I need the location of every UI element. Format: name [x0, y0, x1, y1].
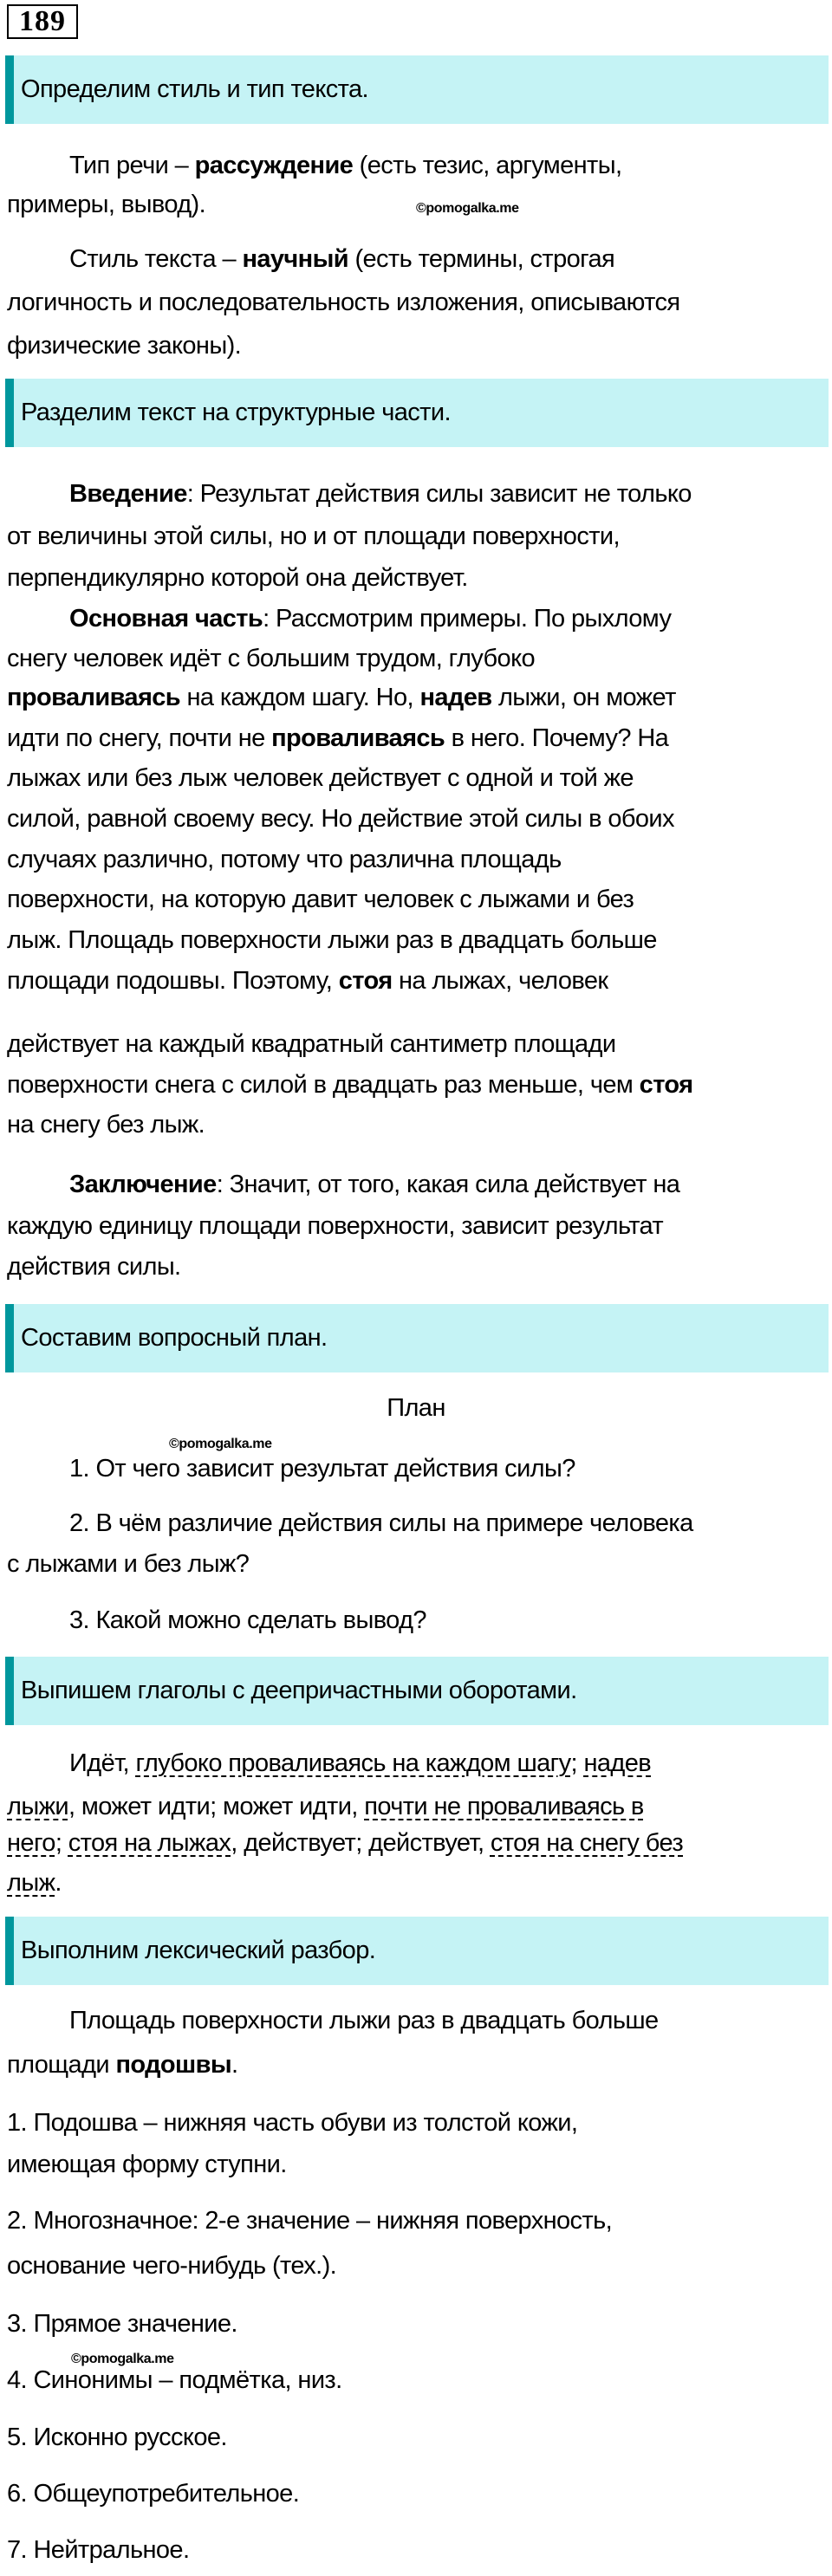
- intro-line: [69, 474, 692, 514]
- text: ;: [55, 1829, 68, 1857]
- bold-word: надев: [419, 684, 492, 711]
- analyzed-sentence: Площадь поверхности лыжи раз в двадцать больше: [69, 2007, 659, 2034]
- text-line: перпендикулярно которой она действует.: [7, 564, 468, 592]
- verbs-line: [69, 1743, 651, 1783]
- section-heading-text: Выполним лексический разбор.: [21, 1937, 376, 1964]
- bold-word: стоя: [639, 1071, 693, 1099]
- text-style-line: [69, 239, 614, 279]
- text: , действует; действует,: [231, 1829, 491, 1857]
- text-line: действия силы.: [7, 1253, 181, 1281]
- section-heading-text: Разделим текст на структурные части.: [21, 399, 451, 426]
- speech-type-value: рассуждение: [194, 152, 354, 179]
- text: .: [231, 2051, 238, 2079]
- text: .: [55, 1869, 62, 1897]
- text: ;: [570, 1749, 584, 1777]
- lexical-item-continuation: основание чего-нибудь (тех.).: [7, 2252, 337, 2280]
- text-line: лыж. Площадь поверхности лыжи раз в двадцать больше: [7, 926, 657, 954]
- text: на лыжах, человек: [392, 967, 608, 995]
- text: поверхности снега с силой в двадцать раз меньше, чем: [7, 1071, 640, 1099]
- text-line: снегу человек идёт с большим трудом, глубоко: [7, 645, 536, 672]
- text: Стиль текста –: [69, 245, 243, 273]
- text-line: действует на каждый квадратный сантиметр площади: [7, 1030, 616, 1058]
- section-heading-text: Определим стиль и тип текста.: [21, 75, 368, 103]
- text: идти по снегу, почти не: [7, 724, 272, 752]
- participial-phrase: лыжи: [7, 1793, 68, 1820]
- lexical-item: 3. Прямое значение.: [7, 2310, 237, 2338]
- lexical-item: 5. Исконно русское.: [7, 2424, 227, 2451]
- lexical-item: 7. Нейтральное.: [7, 2536, 190, 2564]
- text: Тип речи –: [69, 152, 195, 179]
- verbs-line: [7, 1823, 683, 1863]
- section-heading-plan: [5, 1304, 829, 1372]
- bold-word: проваливаясь: [271, 724, 445, 752]
- text-line: силой, равной своему весу. Но действие этой силы в обоих: [7, 805, 674, 833]
- text-line: случаях различно, потому что различна площадь: [7, 846, 562, 873]
- section-heading-style-type: [5, 55, 829, 124]
- text-line: [7, 961, 608, 1001]
- text: : Значит, от того, какая сила действует на: [216, 1171, 680, 1198]
- lexical-item: 2. Многозначное: 2-е значение – нижняя поверхность,: [7, 2207, 613, 2235]
- section-heading-text: Составим вопросный план.: [21, 1324, 328, 1352]
- text-line: лыжах или без лыж человек действует с одной и той же: [7, 764, 634, 792]
- lexical-item: 1. Подошва – нижняя часть обуви из толстой кожи,: [7, 2109, 578, 2137]
- text: Идёт,: [69, 1749, 136, 1777]
- participial-phrase: стоя на лыжах: [68, 1829, 231, 1857]
- text-line: [7, 1065, 692, 1105]
- lexical-item: 4. Синонимы – подмётка, низ.: [7, 2366, 342, 2394]
- bold-word: проваливаясь: [7, 684, 181, 711]
- text-line: от величины этой силы, но и от площади поверхности,: [7, 522, 620, 550]
- heading-accent-bar: [5, 1304, 14, 1372]
- plan-item: 3. Какой можно сделать вывод?: [69, 1606, 426, 1634]
- conclusion-line: [69, 1165, 679, 1204]
- main-part-line: [69, 599, 671, 639]
- section-heading-lexical: [5, 1917, 829, 1985]
- bold-word: стоя: [338, 967, 393, 995]
- participial-phrase: него: [7, 1829, 55, 1857]
- text-line: каждую единицу площади поверхности, зависит результат: [7, 1212, 664, 1240]
- text: площади подошвы. Поэтому,: [7, 967, 339, 995]
- analyzed-sentence: [7, 2045, 237, 2085]
- watermark: ©pomogalka.me: [71, 2352, 174, 2366]
- section-heading-verbs: [5, 1657, 829, 1725]
- heading-accent-bar: [5, 379, 14, 447]
- speech-type-line: [69, 146, 621, 185]
- text-line: на снегу без лыж.: [7, 1111, 205, 1139]
- plan-item: 2. В чём различие действия силы на примере человека: [69, 1509, 693, 1537]
- intro-label: Введение: [69, 480, 187, 508]
- text: площади: [7, 2051, 116, 2079]
- verbs-line: [7, 1787, 644, 1827]
- text: , может идти; может идти,: [68, 1793, 365, 1820]
- plan-item: 1. От чего зависит результат действия силы?: [69, 1455, 575, 1483]
- text: на каждом шагу. Но,: [180, 684, 420, 711]
- participial-phrase: почти не проваливаясь в: [364, 1793, 644, 1820]
- verbs-line: [7, 1863, 62, 1903]
- conclusion-label: Заключение: [69, 1171, 217, 1198]
- text: лыжи, он может: [491, 684, 676, 711]
- text-line: логичность и последовательность изложения, описываются: [7, 289, 680, 316]
- section-heading-text: Выпишем глаголы с деепричастными оборотами.: [21, 1677, 577, 1704]
- text-line: поверхности, на которую давит человек с лыжами и без: [7, 886, 634, 913]
- lexical-item: 6. Общеупотребительное.: [7, 2480, 300, 2508]
- plan-item-continuation: с лыжами и без лыж?: [7, 1550, 250, 1578]
- text-line: [7, 678, 676, 717]
- exercise-number: 189: [7, 4, 78, 39]
- participial-phrase: стоя на снегу без: [490, 1829, 684, 1857]
- main-part-label: Основная часть: [69, 605, 263, 633]
- heading-accent-bar: [5, 1657, 14, 1725]
- participial-phrase: глубоко проваливаясь на каждом шагу: [135, 1749, 571, 1777]
- text: (есть тезис, аргументы,: [353, 152, 622, 179]
- text-line: физические законы).: [7, 332, 242, 360]
- text: (есть термины, строгая: [348, 245, 615, 273]
- participial-phrase: надев: [583, 1749, 652, 1777]
- heading-accent-bar: [5, 55, 14, 124]
- watermark: ©pomogalka.me: [169, 1437, 272, 1451]
- watermark: ©pomogalka.me: [416, 201, 519, 216]
- text: в него. Почему? На: [445, 724, 669, 752]
- text: : Результат действия силы зависит не только: [186, 480, 692, 508]
- text-line: [7, 718, 668, 758]
- text-line: примеры, вывод).: [7, 191, 206, 218]
- plan-title: План: [387, 1394, 445, 1422]
- lexical-item-continuation: имеющая форму ступни.: [7, 2151, 287, 2178]
- participial-phrase: лыж: [7, 1869, 55, 1897]
- analyzed-word: подошвы: [115, 2051, 231, 2079]
- section-heading-structure: [5, 379, 829, 447]
- text-style-value: научный: [242, 245, 348, 273]
- text: : Рассмотрим примеры. По рыхлому: [263, 605, 672, 633]
- heading-accent-bar: [5, 1917, 14, 1985]
